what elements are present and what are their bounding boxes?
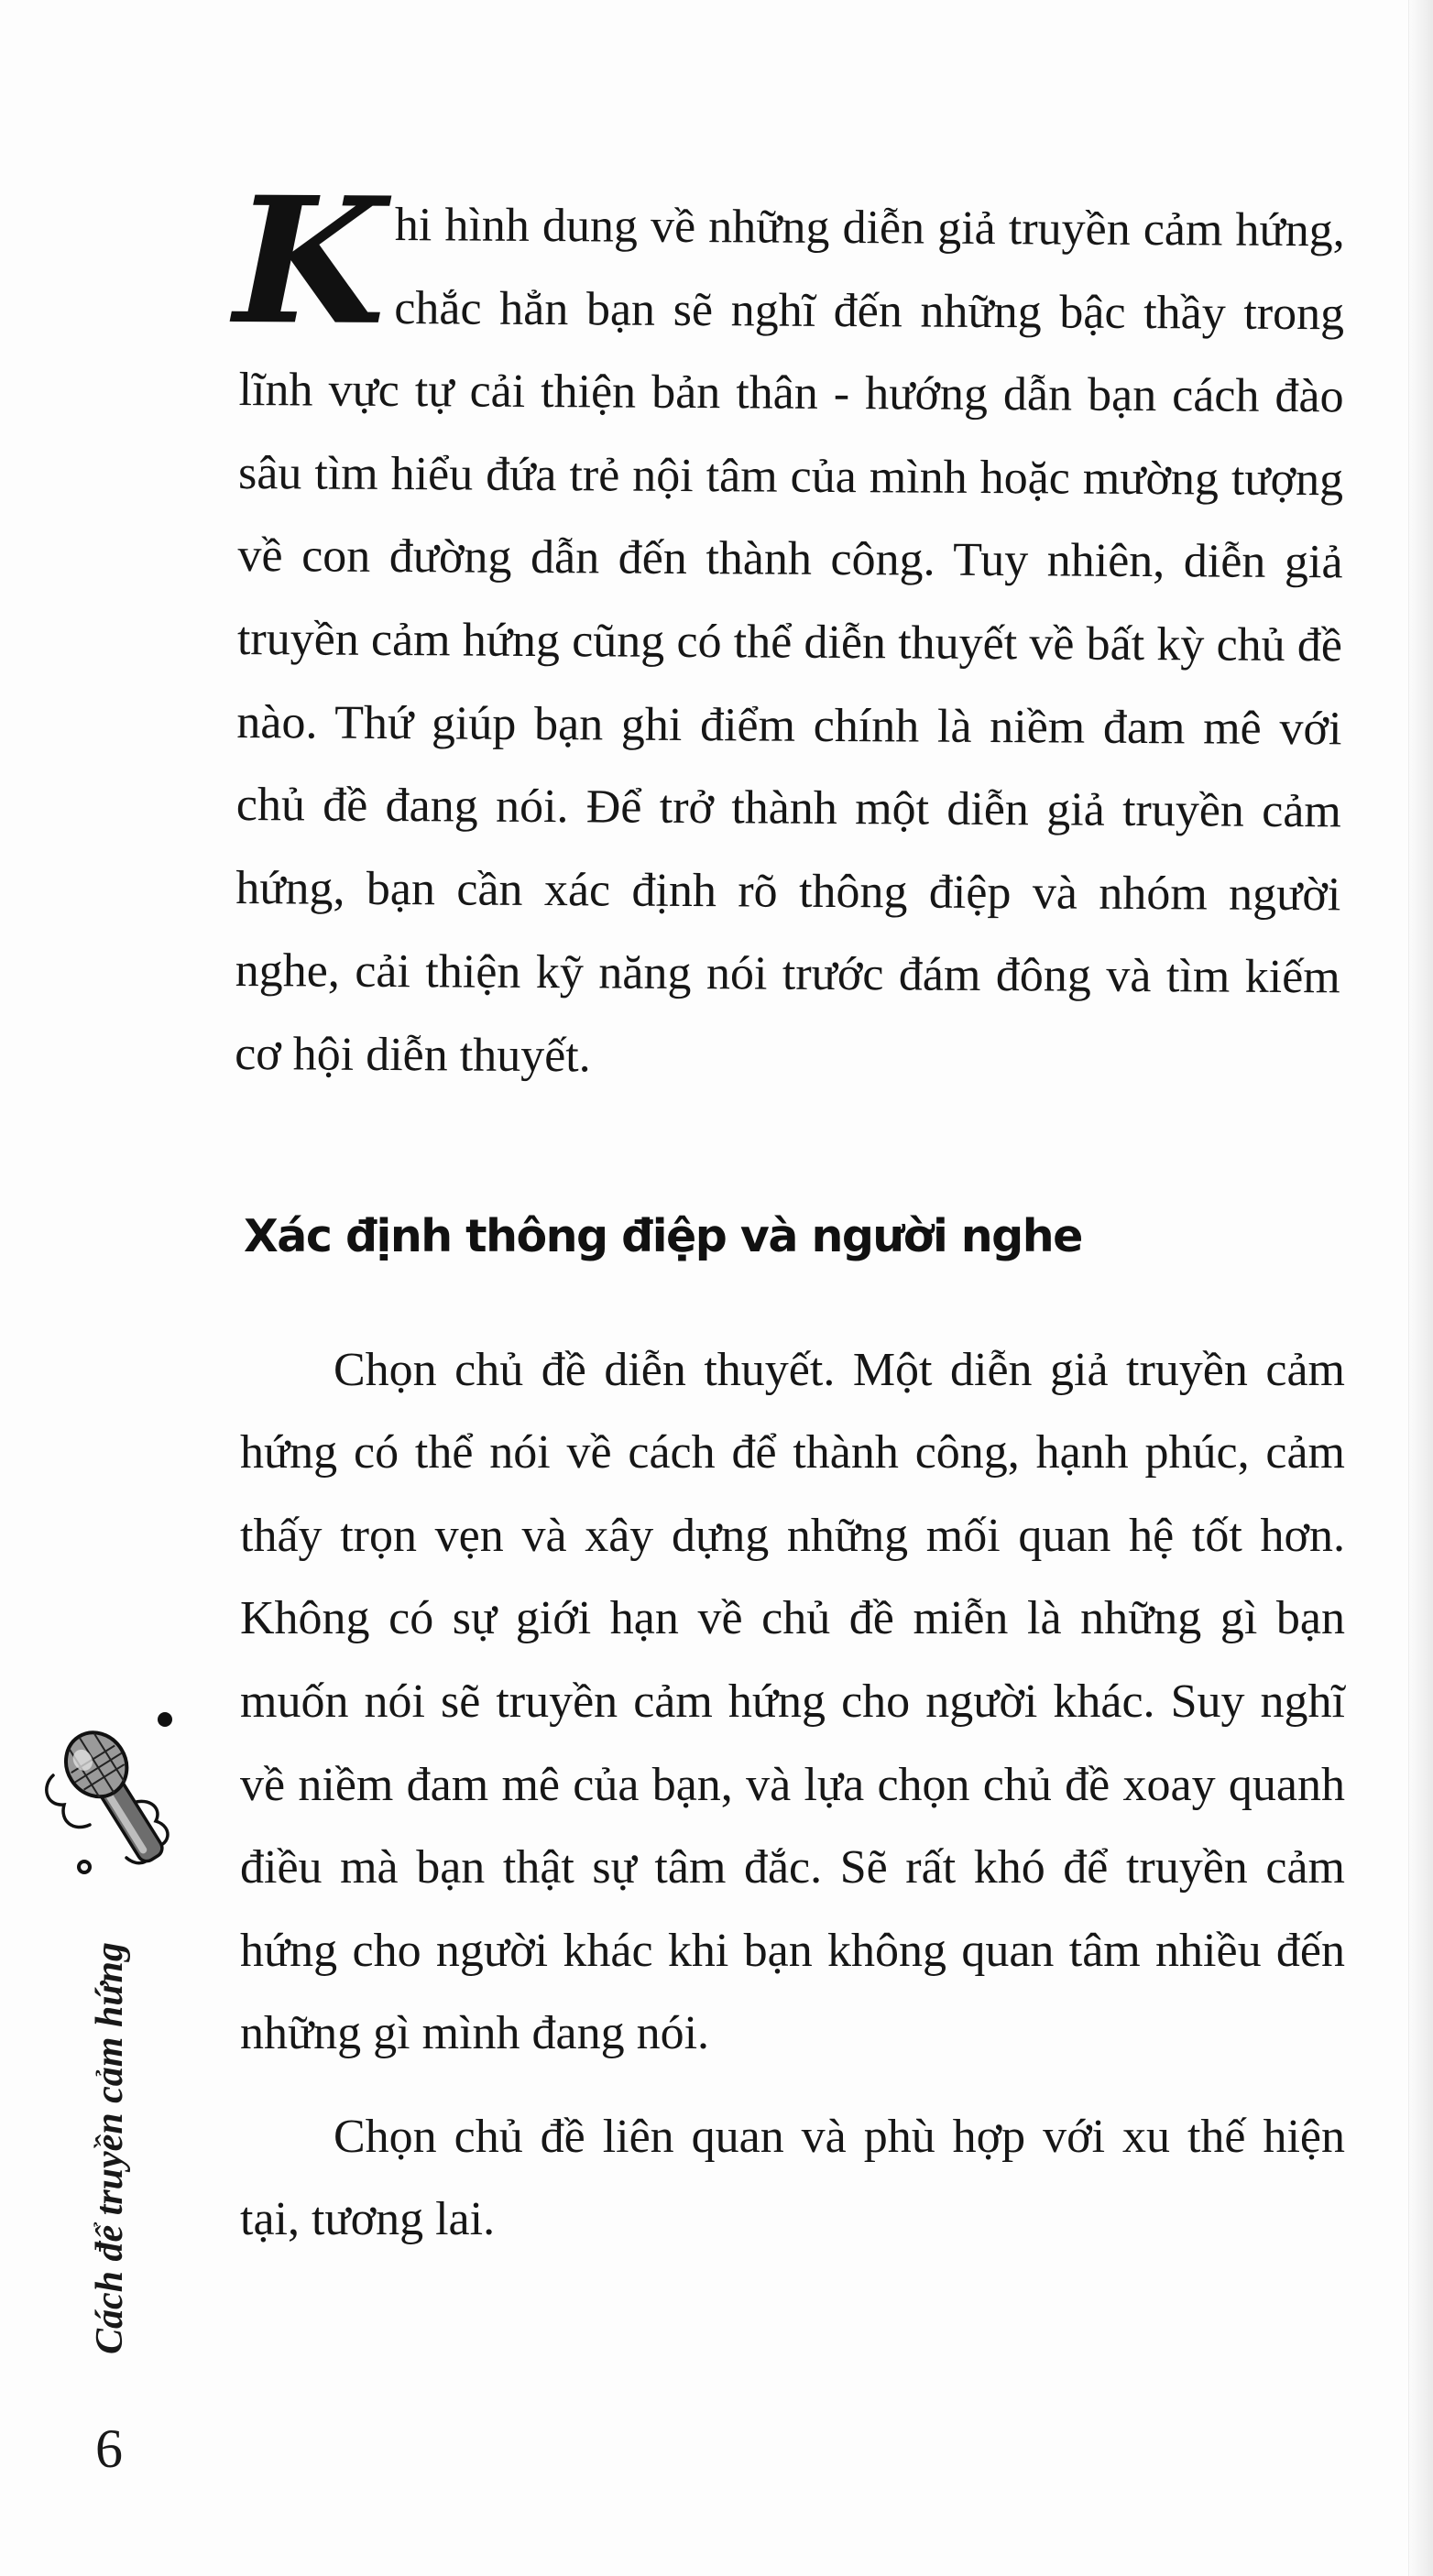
- page-number: 6: [95, 2418, 123, 2479]
- intro-paragraph: [233, 158, 1345, 1103]
- running-book-title: Cách để truyền cảm hứng: [89, 1942, 131, 2354]
- microphone-icon: [37, 1704, 183, 1887]
- section-heading: Xác định thông điệp và người nghe: [244, 1209, 1082, 1262]
- section-paragraph-1: Chọn chủ đề diễn thuyết. Một diễn giả truyền cảm hứng có thể nói về cách để thành công, hạnh phúc, cảm thấy trọn vẹn và xây dựng những mối quan hệ tốt hơn. Không có sự giới hạn về chủ đề miễn là những gì bạn muốn nói sẽ truyền cảm hứng cho người khác. Suy nghĩ về niềm đam mê của bạn, và lựa chọn chủ đề xoay quanh điều mà bạn thật sự tâm đắc. Sẽ rất khó để truyền cảm hứng cho người khác khi bạn không quan tâm nhiều đến những gì mình đang nói.: [240, 1343, 1345, 2060]
- section-paragraph-2: Chọn chủ đề liên quan và phù hợp với xu thế hiện tại, tương lai.: [240, 2110, 1345, 2246]
- intro-text: hi hình dung về những diễn giả truyền cảm hứng, chắc hẳn bạn sẽ nghĩ đến những bậc thầy trong lĩnh vực tự cải thiện bản thân - hướng dẫn bạn cách đào sâu tìm hiểu đứa trẻ nội tâm của mình hoặc mường tượng về con đường dẫn đến thành công. Tuy nhiên, diễn giả truyền cảm hứng cũng có thể diễn thuyết về bất kỳ chủ đề nào. Thứ giúp bạn ghi điểm chính là niềm đam mê với chủ đề đang nói. Để trở thành một diễn giả truyền cảm hứng, bạn cần xác định rõ thông điệp và nhóm người nghe, cải thiện kỹ năng nói trước đám đông và tìm kiếm cơ hội diễn thuyết.: [235, 199, 1345, 1083]
- main-text-block: [233, 158, 1345, 2262]
- page-edge-shadow: [1408, 0, 1433, 2576]
- drop-cap: K: [233, 158, 387, 364]
